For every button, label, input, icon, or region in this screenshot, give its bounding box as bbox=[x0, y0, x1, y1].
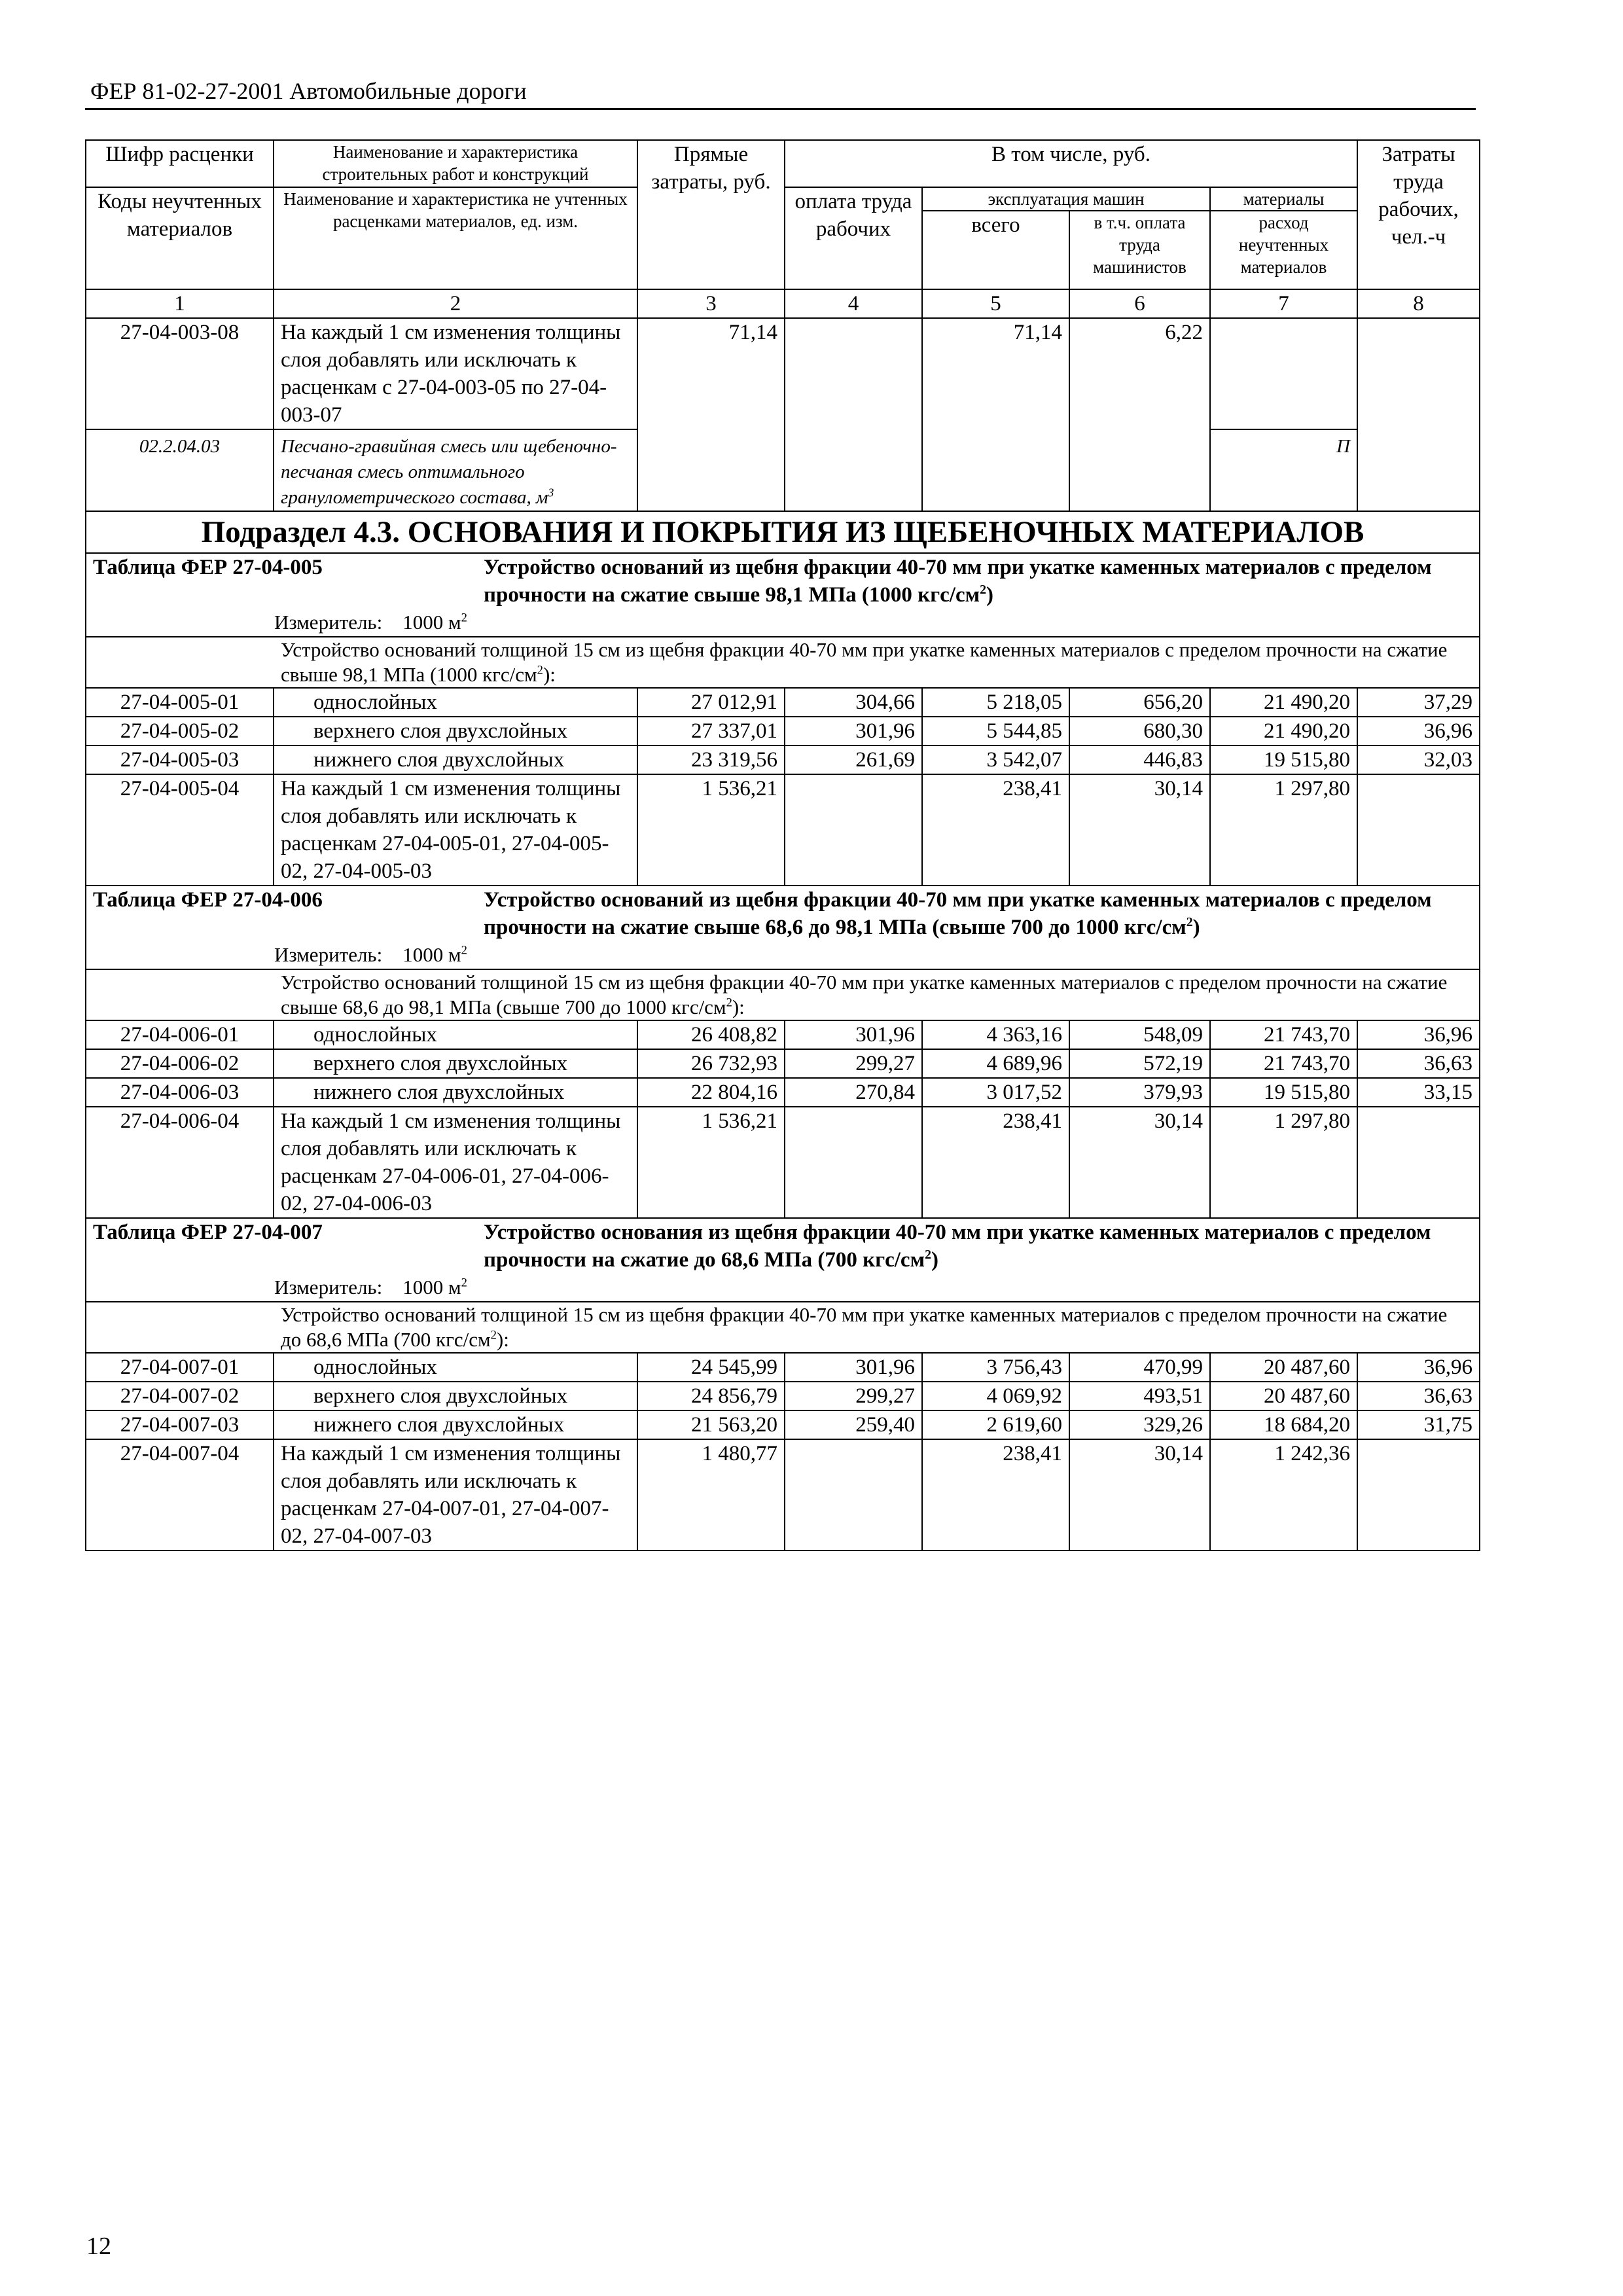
row-labor: 32,03 bbox=[1357, 745, 1480, 774]
row-pay: 299,27 bbox=[785, 1049, 922, 1078]
row-mat: 20 487,60 bbox=[1210, 1353, 1357, 1382]
row-name: верхнего слоя двухслойных bbox=[274, 717, 637, 745]
section-title: Подраздел 4.3. ОСНОВАНИЯ И ПОКРЫТИЯ ИЗ ЩЕБЕНОЧНЫХ МАТЕРИАЛОВ bbox=[86, 511, 1480, 553]
row-pay: 301,96 bbox=[785, 1020, 922, 1049]
header-labor: Затраты труда рабочих, чел.-ч bbox=[1357, 140, 1480, 289]
row-pay: 301,96 bbox=[785, 717, 922, 745]
table-description: Устройство оснований толщиной 15 см из щебня фракции 40-70 мм при укатке каменных материалов с пределом прочности на сжатие свыше 98,1 МПа (1000 кгс/$см^2$): bbox=[86, 637, 1480, 688]
col-number: 8 bbox=[1357, 289, 1480, 318]
row-machinists: 329,26 bbox=[1069, 1410, 1210, 1439]
row-pay bbox=[785, 318, 922, 511]
col-number: 5 bbox=[922, 289, 1069, 318]
row-name: нижнего слоя двухслойных bbox=[274, 1078, 637, 1107]
table-row bbox=[86, 1353, 1480, 1382]
row-mat: 19 515,80 bbox=[1210, 1078, 1357, 1107]
table-label: Таблица ФЕР 27-04-005 bbox=[93, 556, 323, 579]
col-number: 7 bbox=[1210, 289, 1357, 318]
row-labor: 33,15 bbox=[1357, 1078, 1480, 1107]
row-mat: 1 297,80 bbox=[1210, 774, 1357, 886]
row-mach: 238,41 bbox=[922, 1439, 1069, 1551]
row-labor: 36,96 bbox=[1357, 1020, 1480, 1049]
row-labor bbox=[1357, 318, 1480, 511]
price-table bbox=[85, 139, 1480, 1551]
row-code: 27-04-007-03 bbox=[86, 1410, 274, 1439]
unit-line: Измеритель: 1000 $м^2$ bbox=[86, 941, 1480, 969]
row-direct: 1 536,21 bbox=[637, 774, 785, 886]
table-row bbox=[86, 688, 1480, 717]
unit-value: 1000 м bbox=[402, 611, 461, 634]
row-mat: 21 490,20 bbox=[1210, 717, 1357, 745]
header-incl: В том числе, руб. bbox=[785, 140, 1357, 187]
row-name: однослойных bbox=[274, 1020, 637, 1049]
table-row bbox=[86, 1107, 1480, 1218]
row-pay: 261,69 bbox=[785, 745, 922, 774]
header-uncounted-codes: Коды неучтенных материалов bbox=[86, 187, 274, 289]
row-direct: 71,14 bbox=[637, 318, 785, 511]
row-code: 27-04-007-04 bbox=[86, 1439, 274, 1551]
row-name: однослойных bbox=[274, 688, 637, 717]
row-mach: 238,41 bbox=[922, 1107, 1069, 1218]
row-mat: 21 743,70 bbox=[1210, 1049, 1357, 1078]
col-number: 2 bbox=[274, 289, 637, 318]
row-direct: 26 732,93 bbox=[637, 1049, 785, 1078]
table-title bbox=[86, 553, 1480, 609]
row-mat bbox=[1210, 318, 1357, 429]
header-rule bbox=[85, 108, 1476, 110]
col-number: 1 bbox=[86, 289, 274, 318]
header-total: всего bbox=[922, 211, 1069, 289]
row-name: На каждый 1 см изменения толщины слоя добавлять или исключать к расценкам 27-04-005-01, 27-04-005-02, 27-04-005-03 bbox=[274, 774, 637, 886]
table-row bbox=[86, 745, 1480, 774]
row-code: 27-04-005-04 bbox=[86, 774, 274, 886]
table-row bbox=[86, 1049, 1480, 1078]
row-pay: 259,40 bbox=[785, 1410, 922, 1439]
row-machinists: 30,14 bbox=[1069, 774, 1210, 886]
material-name: Песчано-гравийная смесь или щебеночно-песчаная смесь оптимального гранулометрического состава, $м^3$ bbox=[274, 429, 637, 511]
unit-label: Измеритель: bbox=[274, 943, 383, 966]
row-direct: 22 804,16 bbox=[637, 1078, 785, 1107]
row-direct: 23 319,56 bbox=[637, 745, 785, 774]
row-direct: 27 337,01 bbox=[637, 717, 785, 745]
row-labor: 36,63 bbox=[1357, 1382, 1480, 1410]
header-workers-pay: оплата труда рабочих bbox=[785, 187, 922, 289]
table-row bbox=[86, 1382, 1480, 1410]
header-incl-machinists: в т.ч. оплата труда машинистов bbox=[1069, 211, 1210, 289]
row-mat: 1 242,36 bbox=[1210, 1439, 1357, 1551]
table-label: Таблица ФЕР 27-04-007 bbox=[93, 1221, 323, 1244]
header-machines: эксплуатация машин bbox=[922, 187, 1210, 211]
row-machinists: 680,30 bbox=[1069, 717, 1210, 745]
row-code: 27-04-003-08 bbox=[86, 318, 274, 429]
row-labor bbox=[1357, 774, 1480, 886]
row-labor: 31,75 bbox=[1357, 1410, 1480, 1439]
row-machinists: 493,51 bbox=[1069, 1382, 1210, 1410]
row-mat: 1 297,80 bbox=[1210, 1107, 1357, 1218]
row-mach: 238,41 bbox=[922, 774, 1069, 886]
row-pay bbox=[785, 1439, 922, 1551]
row-mach: 3 542,07 bbox=[922, 745, 1069, 774]
row-machinists: 470,99 bbox=[1069, 1353, 1210, 1382]
row-direct: 1 480,77 bbox=[637, 1439, 785, 1551]
header-uncounted-names: Наименование и характеристика не учтенных расценками материалов, ед. изм. bbox=[274, 187, 637, 289]
row-name: верхнего слоя двухслойных bbox=[274, 1382, 637, 1410]
table-row bbox=[86, 1020, 1480, 1049]
row-code: 27-04-006-02 bbox=[86, 1049, 274, 1078]
column-numbers-row bbox=[86, 289, 1480, 318]
row-name: нижнего слоя двухслойных bbox=[274, 1410, 637, 1439]
header-code: Шифр расценки bbox=[86, 140, 274, 187]
table-caption: Устройство оснований из щебня фракции 40-70 мм при укатке каменных материалов с пределом прочности на сжатие свыше 68,6 до 98,1 МПа (свыше 700 до 1000 кгс/$см^2$) bbox=[484, 888, 1432, 939]
col-number: 3 bbox=[637, 289, 785, 318]
row-code: 27-04-005-02 bbox=[86, 717, 274, 745]
row-mach: 5 218,05 bbox=[922, 688, 1069, 717]
row-pay: 301,96 bbox=[785, 1353, 922, 1382]
table-description: Устройство оснований толщиной 15 см из щебня фракции 40-70 мм при укатке каменных материалов с пределом прочности на сжатие до 68,6 МПа (700 кгс/$см^2$): bbox=[86, 1302, 1480, 1353]
row-code: 27-04-006-01 bbox=[86, 1020, 274, 1049]
row-machinists: 656,20 bbox=[1069, 688, 1210, 717]
table-row bbox=[86, 318, 1480, 429]
row-mat: 18 684,20 bbox=[1210, 1410, 1357, 1439]
row-code: 27-04-007-01 bbox=[86, 1353, 274, 1382]
table-title bbox=[86, 886, 1480, 941]
col-number: 4 bbox=[785, 289, 922, 318]
row-code: 27-04-007-02 bbox=[86, 1382, 274, 1410]
row-name: На каждый 1 см изменения толщины слоя добавлять или исключать к расценкам 27-04-007-01, 27-04-007-02, 27-04-007-03 bbox=[274, 1439, 637, 1551]
row-direct: 26 408,82 bbox=[637, 1020, 785, 1049]
unit-line: Измеритель: 1000 $м^2$ bbox=[86, 1274, 1480, 1302]
row-name: нижнего слоя двухслойных bbox=[274, 745, 637, 774]
row-mach: 2 619,60 bbox=[922, 1410, 1069, 1439]
header-materials: материалы bbox=[1210, 187, 1357, 211]
page-number: 12 bbox=[86, 2233, 111, 2260]
row-pay bbox=[785, 774, 922, 886]
row-mat: 21 743,70 bbox=[1210, 1020, 1357, 1049]
row-mach: 71,14 bbox=[922, 318, 1069, 511]
row-mach: 4 069,92 bbox=[922, 1382, 1069, 1410]
row-direct: 27 012,91 bbox=[637, 688, 785, 717]
row-name: однослойных bbox=[274, 1353, 637, 1382]
unit-label: Измеритель: bbox=[274, 611, 383, 634]
table-description: Устройство оснований толщиной 15 см из щебня фракции 40-70 мм при укатке каменных материалов с пределом прочности на сжатие свыше 68,6 до 98,1 МПа (свыше 700 до 1000 кгс/$см^2$): bbox=[86, 969, 1480, 1020]
row-mach: 3 017,52 bbox=[922, 1078, 1069, 1107]
table-row bbox=[86, 717, 1480, 745]
row-labor: 36,63 bbox=[1357, 1049, 1480, 1078]
table-label: Таблица ФЕР 27-04-006 bbox=[93, 888, 323, 912]
material-consumption: П bbox=[1210, 429, 1357, 511]
header-uncounted-consumption: расход неучтенных материалов bbox=[1210, 211, 1357, 289]
table-row bbox=[86, 1410, 1480, 1439]
row-direct: 24 856,79 bbox=[637, 1382, 785, 1410]
row-machinists: 30,14 bbox=[1069, 1439, 1210, 1551]
row-machinists: 6,22 bbox=[1069, 318, 1210, 511]
row-mach: 5 544,85 bbox=[922, 717, 1069, 745]
row-machinists: 446,83 bbox=[1069, 745, 1210, 774]
row-code: 27-04-006-04 bbox=[86, 1107, 274, 1218]
row-labor bbox=[1357, 1439, 1480, 1551]
row-mach: 3 756,43 bbox=[922, 1353, 1069, 1382]
row-code: 27-04-005-01 bbox=[86, 688, 274, 717]
row-mach: 4 689,96 bbox=[922, 1049, 1069, 1078]
row-pay: 299,27 bbox=[785, 1382, 922, 1410]
row-name: На каждый 1 см изменения толщины слоя добавлять или исключать к расценкам 27-04-006-01, 27-04-006-02, 27-04-006-03 bbox=[274, 1107, 637, 1218]
table-caption: Устройство оснований из щебня фракции 40-70 мм при укатке каменных материалов с пределом прочности на сжатие свыше 98,1 МПа (1000 кгс/$см^2$) bbox=[484, 556, 1432, 607]
unit-label: Измеритель: bbox=[274, 1276, 383, 1299]
row-mat: 20 487,60 bbox=[1210, 1382, 1357, 1410]
row-machinists: 30,14 bbox=[1069, 1107, 1210, 1218]
row-mat: 21 490,20 bbox=[1210, 688, 1357, 717]
row-code: 27-04-006-03 bbox=[86, 1078, 274, 1107]
row-labor bbox=[1357, 1107, 1480, 1218]
header-name: Наименование и характеристика строительных работ и конструкций bbox=[274, 140, 637, 187]
row-direct: 1 536,21 bbox=[637, 1107, 785, 1218]
row-code: 27-04-005-03 bbox=[86, 745, 274, 774]
row-labor: 37,29 bbox=[1357, 688, 1480, 717]
row-machinists: 548,09 bbox=[1069, 1020, 1210, 1049]
col-number: 6 bbox=[1069, 289, 1210, 318]
row-pay: 304,66 bbox=[785, 688, 922, 717]
row-machinists: 379,93 bbox=[1069, 1078, 1210, 1107]
row-name: На каждый 1 см изменения толщины слоя добавлять или исключать к расценкам с 27-04-003-05 по 27-04-003-07 bbox=[274, 318, 637, 429]
row-mat: 19 515,80 bbox=[1210, 745, 1357, 774]
running-head: ФЕР 81-02-27-2001 Автомобильные дороги bbox=[90, 78, 527, 104]
row-labor: 36,96 bbox=[1357, 717, 1480, 745]
row-name: верхнего слоя двухслойных bbox=[274, 1049, 637, 1078]
row-pay bbox=[785, 1107, 922, 1218]
header-direct: Прямые затраты, руб. bbox=[637, 140, 785, 289]
row-mach: 4 363,16 bbox=[922, 1020, 1069, 1049]
material-code: 02.2.04.03 bbox=[86, 429, 274, 511]
table-row bbox=[86, 774, 1480, 886]
table-row bbox=[86, 1078, 1480, 1107]
row-direct: 24 545,99 bbox=[637, 1353, 785, 1382]
table-title bbox=[86, 1218, 1480, 1274]
unit-line: Измеритель: 1000 $м^2$ bbox=[86, 609, 1480, 637]
table-row bbox=[86, 1439, 1480, 1551]
row-labor: 36,96 bbox=[1357, 1353, 1480, 1382]
table-caption: Устройство основания из щебня фракции 40-70 мм при укатке каменных материалов с пределом прочности на сжатие до 68,6 МПа (700 кгс/$см^2$) bbox=[484, 1221, 1431, 1272]
unit-value: 1000 м bbox=[402, 943, 461, 966]
unit-value: 1000 м bbox=[402, 1276, 461, 1299]
row-pay: 270,84 bbox=[785, 1078, 922, 1107]
row-direct: 21 563,20 bbox=[637, 1410, 785, 1439]
row-machinists: 572,19 bbox=[1069, 1049, 1210, 1078]
